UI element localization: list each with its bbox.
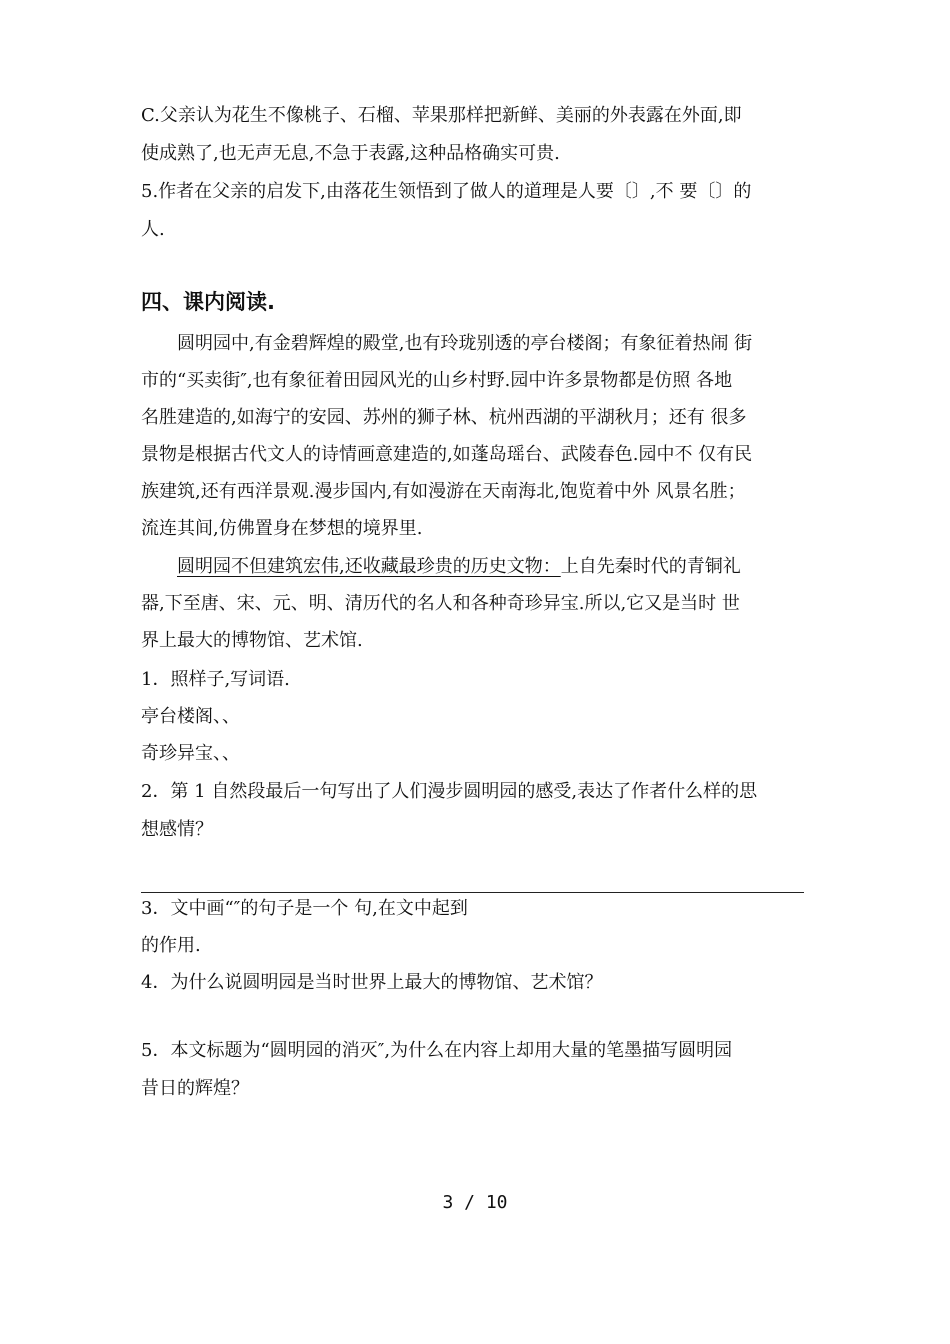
page-number: 3 / 10 xyxy=(442,1192,508,1213)
option-c-line-1: C.父亲认为花生不像桃子、石榴、苹果那样把新鲜、美丽的外表露在外面,即 xyxy=(141,105,742,126)
question-5-line-1: 5.作者在父亲的启发下,由落花生领悟到了做人的道理是人要〔〕,不 要〔〕的 xyxy=(141,181,752,202)
passage-p1-line: 景物是根据古代文人的诗情画意建造的,如蓬岛瑶台、武陵春色.园中不 仅有民 xyxy=(141,444,753,465)
passage-p2-line-3: 界上最大的博物馆、艺术馆. xyxy=(141,630,363,651)
passage-p1-line: 名胜建造的,如海宁的安园、苏州的狮子林、杭州西湖的平湖秋月；还有 很多 xyxy=(141,407,747,428)
question-3-line-1: 3．文中画“″的句子是一个 句,在文中起到 xyxy=(141,898,468,919)
answer-line xyxy=(141,892,804,893)
passage-p1-line: 市的“买卖街″,也有象征着田园风光的山乡村野.园中许多景物都是仿照 各地 xyxy=(141,370,733,391)
passage-p2-line-1 xyxy=(177,555,741,579)
passage-p1-line: 圆明园中,有金碧辉煌的殿堂,也有玲珑别透的亭台楼阁；有象征着热闹 街 xyxy=(177,333,753,354)
question-1: 1．照样子,写词语. xyxy=(141,669,290,690)
question-4: 4．为什么说圆明园是当时世界上最大的博物馆、艺术馆？ xyxy=(141,972,603,993)
passage-p1-line: 流连其间,仿佛置身在梦想的境界里. xyxy=(141,518,423,539)
question-1-item-a: 亭台楼阁、、 xyxy=(141,706,240,727)
underlined-sentence: 圆明园不但建筑宏伟,还收藏最珍贵的历史文物： xyxy=(177,556,561,577)
passage-p1-line: 族建筑,还有西洋景观.漫步国内,有如漫游在天南海北,饱览着中外 风景名胜； xyxy=(141,481,746,502)
question-2-line-2: 想感情？ xyxy=(141,819,213,840)
passage-p2-rest: 上自先秦时代的青铜礼 xyxy=(560,556,741,577)
question-2-line-1: 2．第 1 自然段最后一句写出了人们漫步圆明园的感受,表达了作者什么样的思 xyxy=(141,781,758,802)
question-5b-line-1: 5．本文标题为“圆明园的消灭″,为什么在内容上却用大量的笔墨描写圆明园 xyxy=(141,1040,733,1061)
option-c-line-2: 使成熟了,也无声无息,不急于表露,这种品格确实可贵. xyxy=(141,143,560,164)
passage-p2-line-2: 器,下至唐、宋、元、明、清历代的名人和各种奇珍异宝.所以,它又是当时 世 xyxy=(141,593,740,614)
question-1-item-b: 奇珍异宝、、 xyxy=(141,743,240,764)
section-heading: 四、课内阅读. xyxy=(141,290,275,314)
question-5-line-2: 人. xyxy=(141,219,165,240)
question-3-line-2: 的作用. xyxy=(141,935,201,956)
question-5b-line-2: 昔日的辉煌？ xyxy=(141,1078,249,1099)
